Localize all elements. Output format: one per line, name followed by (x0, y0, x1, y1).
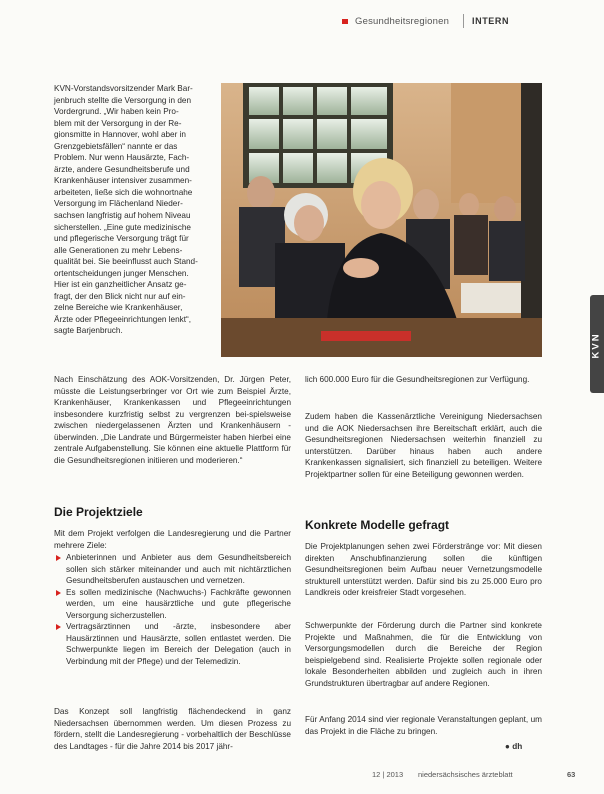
modelle-heading: Konkrete Modelle gefragt (305, 518, 450, 532)
conference-audience-photo-icon (221, 83, 542, 357)
projektziele-list (54, 552, 291, 667)
text-line: Krankenhäuser intensiver zusammen- (54, 176, 192, 186)
page-number: 63 (567, 770, 576, 779)
text-line: Versorgung im Flächenland Nieder- (54, 199, 183, 209)
text-line: und pflegerische Versorgung trägt für (54, 234, 189, 244)
text-line: KVN-Vorstandsvorsitzender Mark Bar- (54, 84, 193, 93)
conference-photo (221, 83, 542, 357)
text-line: sagte Barjenbruch. (54, 326, 123, 336)
header-section-title: Gesundheitsregionen (355, 16, 450, 27)
footer-magazine: niedersächsisches ärzteblatt (418, 770, 513, 779)
header-accent-mark (342, 19, 348, 24)
list-item: Anbieterinnen und Anbieter aus dem Gesundheitsbereich sollen sich stärker miteinander und auch mit nichtärztlichen Gesundheitsberufen austauschen und vernetzen. (54, 552, 291, 587)
text-line: gionsmitte in Hannover, wohl aber in (54, 130, 186, 140)
text-line: arbeiteten, ließe sich die wohnortnahe (54, 187, 193, 197)
modelle-paragraph-3: Für Anfang 2014 sind vier regionale Veranstaltungen geplant, um das Projekt in die Fläche zu bringen. (305, 715, 542, 736)
list-item: Es sollen medizinische (Nachwuchs-) Fachkräfte gewonnen werden, um eine hausärztliche und gute pflegerische Versorgung sicherzustellen. (54, 587, 291, 622)
funding-continuation: lich 600.000 Euro für die Gesundheitsregionen zur Verfügung. (305, 375, 530, 384)
side-section-tab-label: KVN (590, 332, 602, 359)
partners-paragraph: Zudem haben die Kassenärztliche Vereinigung Niedersachsen und die AOK Niedersachsen ihre Bereitschaft erklärt, auch die Gesundheitsregionen Niedersachsen weiterhin finanziell zu unterstützen. Darüber hinaus haben auch andere Krankenkassen signalisiert, sich finanziell zu beteiligen. Weitere Projektpartner sollen für eine Beteiligung gewonnen werden. (305, 412, 542, 479)
modelle-paragraph-1: Die Projektplanungen sehen zwei Förderstränge vor: Mit diesen direkten Anschubfinanzierung sollen die künftigen Gesundheitsregionen beim Aufbau neuer Vernetzungsmodelle strukturell unterstützt werden. Dafür sind bis zu 25.000 Euro pro Landkreis oder kreisfreier Stadt vorgesehen. (305, 542, 542, 598)
text-line: jenbruch stellte die Versorgung in den (54, 95, 192, 105)
text-line: qualität bei. Sie beeinflusst auch Stand- (54, 257, 198, 267)
text-line: Problem. Nur wenn Hausärzte, Fach- (54, 153, 190, 163)
footer-issue: 12 | 2013 (372, 770, 404, 779)
projektziele-intro: Mit dem Projekt verfolgen die Landesregierung und die Partner mehrere Ziele: (54, 529, 291, 550)
text-line: fragt, der den Blick nicht nur auf ein- (54, 291, 186, 301)
text-line: Grenzgebietsfällen“ nannte er das (54, 141, 178, 151)
text-line: Hier ist ein ganzheitlicher Ansatz ge- (54, 280, 187, 290)
aok-statement-paragraph: Nach Einschätzung des AOK-Vorsitzenden, Dr. Jürgen Peter, müsste die Leistungserbringer vor Ort wie zum Beispiel Ärzte, Krankenhäuser, Krankenkassen und Pflegeeinrichtungen insbesondere kurzfristig selbst zu vergrenzen bei-spielsweise zwischen niedergelassenen Ärzten und Krankenhäusern - überwinden. „Die Landrate und Bürgermeister haben hierbei eine zentrale Aufgabenstellung. Sie können eine aktuelle Plattform für die Gesundheitsregionen initiieren und moderieren.“ (54, 375, 291, 465)
modelle-paragraph-2: Schwerpunkte der Förderung durch die Partner sind konkrete Projekte und Maßnahmen, die für die Entwicklung von Versorgungsmodellen durch die Bereiche der Region beispielgebend sind. Realisierte Projekte sollen regionale oder lokale Besonderheiten abbilden und zugleich auch in ihren Grundstrukturen übertragbar auf andere Regionen. (305, 621, 542, 688)
list-item: Vertragsärztinnen und -ärzte, insbesondere aber Hausärztinnen und Hausärzte, sollen entlastet werden. Die Schwerpunkte liegen im Bereich der Delegation (auch in Verbindung mit der Pflege) und der Telemedizin. (54, 621, 291, 667)
projektziele-heading: Die Projektziele (54, 505, 143, 519)
text-line: sachsen langfristig auf hohem Niveau (54, 211, 191, 221)
text-line: ortentscheidungen junger Menschen. (54, 268, 189, 278)
text-line: zelne Bereiche wie Krankenhäuser, (54, 303, 183, 313)
header-category-label: INTERN (472, 16, 510, 26)
text-line: sicherstellen. „Eine gute medizinische (54, 222, 191, 232)
author-signature: ● dh (505, 742, 523, 751)
projektziele-closing: Das Konzept soll langfristig flächendeckend in ganz Niedersachsen übernommen werden. Um diesen Prozess zu fördern, stellt die Landesregierung - vorbehaltlich der Beschlüsse des Landtages - für die Jahre 2014 bis 2017 jähr- (54, 707, 291, 751)
text-line: blem mit der Versorgung in der Re- (54, 118, 182, 128)
text-line: Vordergrund. „Wir haben kein Pro- (54, 107, 179, 117)
intro-paragraph (54, 83, 214, 337)
text-line: alle Generationen zu mehr Lebens- (54, 245, 183, 255)
text-line: Ärzte oder Pflegeeinrichtungen lenkt“, (54, 314, 191, 324)
header-divider (463, 14, 464, 28)
text-line: ärzte, andere Gesundheitsberufe und (54, 164, 190, 174)
